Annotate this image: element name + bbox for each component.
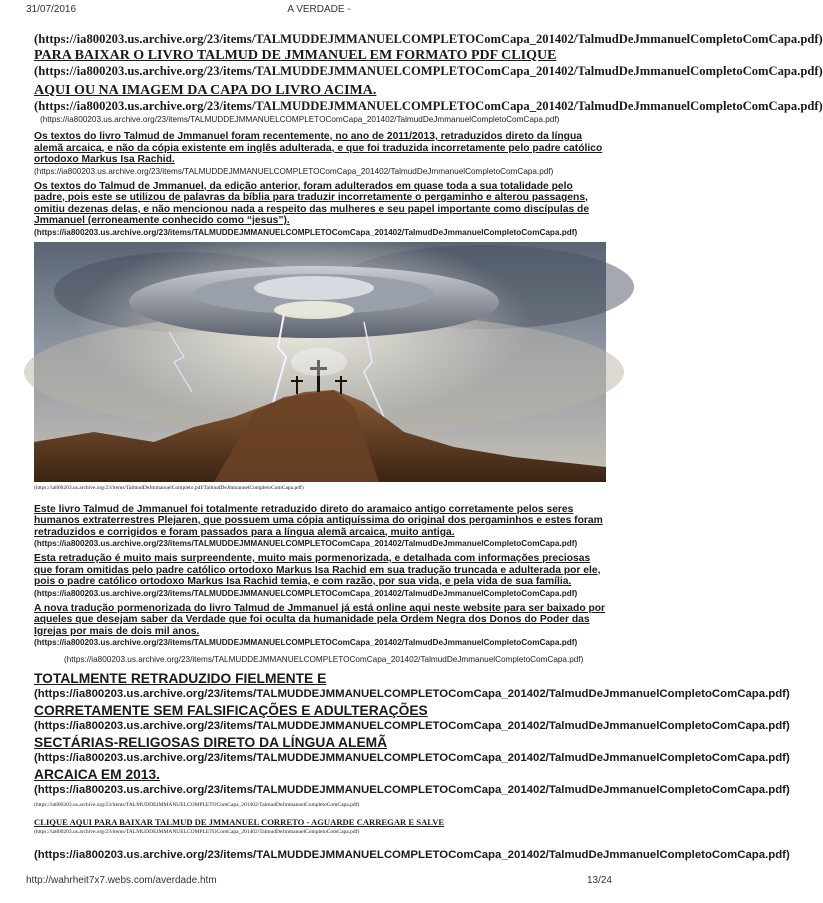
image-caption-link[interactable]: (https://ia800203.us.archive.org/23/items/TalmudDeJmmanuelCompleto.pdf/TalmudDeJmmanuelCompletoComCapa.pdf): [34, 484, 304, 491]
print-title: A VERDADE -: [287, 4, 351, 15]
paragraph-detailed[interactable]: Esta retradução é muito mais surpreendente, muito mais pormenorizada, e detalhada com informações preciosas que foram omitidas pelo padre católico ortodoxo Markus Isa Rachid em sua tradução truncada e adulterada por ele, pois o padre católico ortodoxo Markus Isa Rachid temia, e com razão, por sua vida, e pela vida de sua família.: [34, 553, 601, 587]
heading-download-1[interactable]: PARA BAIXAR O LIVRO TALMUD DE JMMANUEL EM FORMATO PDF CLIQUE: [34, 48, 557, 63]
paragraph-1-url[interactable]: (https://ia800203.us.archive.org/23/items/TALMUDDEJMMANUELCOMPLETOComCapa_201402/TalmudDeJmmanuelCompletoComCapa.pdf): [34, 166, 554, 176]
top-url-link-3[interactable]: (https://ia800203.us.archive.org/23/items/TALMUDDEJMMANUELCOMPLETOComCapa_201402/TalmudDeJmmanuelCompletoComCapa.pdf): [34, 99, 823, 113]
heading-totalmente[interactable]: TOTALMENTE RETRADUZIDO FIELMENTE E: [34, 671, 327, 686]
heading-arcaica[interactable]: ARCAICA EM 2013.: [34, 767, 160, 782]
bottom-url-link-1[interactable]: (https://ia800203.us.archive.org/23/items/TALMUDDEJMMANUELCOMPLETOComCapa_201402/TalmudDeJmmanuelCompletoComCapa.pdf): [34, 688, 790, 700]
ufo-scene-illustration: [34, 242, 606, 482]
paragraph-5-url[interactable]: (https://ia800203.us.archive.org/23/items/TALMUDDEJMMANUELCOMPLETOComCapa_201402/TalmudDeJmmanuelCompletoComCapa.pdf): [34, 638, 578, 647]
heading-corretamente[interactable]: CORRETAMENTE SEM FALSIFICAÇÕES E ADULTERAÇÕES: [34, 703, 428, 718]
paragraph-3-url[interactable]: (https://ia800203.us.archive.org/23/items/TALMUDDEJMMANUELCOMPLETOComCapa_201402/TalmudDeJmmanuelCompletoComCapa.pdf): [34, 539, 578, 548]
last-url-link[interactable]: (https://ia800203.us.archive.org/23/items/TALMUDDEJMMANUELCOMPLETOComCapa_201402/TalmudDeJmmanuelCompletoComCapa.pdf): [34, 849, 790, 861]
page-content: [34, 32, 823, 862]
small-url-link-1[interactable]: (https://ia800203.us.archive.org/23/items/TALMUDDEJMMANUELCOMPLETOComCapa_201402/TalmudDeJmmanuelCompletoComCapa.pdf): [40, 115, 560, 124]
bottom-url-link-4[interactable]: (https://ia800203.us.archive.org/23/items/TALMUDDEJMMANUELCOMPLETOComCapa_201402/TalmudDeJmmanuelCompletoComCapa.pdf): [34, 784, 790, 796]
print-footer: [26, 875, 612, 887]
book-cover-image[interactable]: [34, 242, 606, 482]
top-url-link-2[interactable]: (https://ia800203.us.archive.org/23/items/TALMUDDEJMMANUELCOMPLETOComCapa_201402/TalmudDeJmmanuelCompletoComCapa.pdf): [34, 64, 823, 78]
tiny-url-link-1[interactable]: (https://ia800203.us.archive.org/23/items/TALMUDDEJMMANUELCOMPLETOComCapa_201402/TalmudDeJmmanuelCompletoComCapa.pdf): [34, 802, 360, 808]
heading-download-2[interactable]: AQUI OU NA IMAGEM DA CAPA DO LIVRO ACIMA.: [34, 83, 377, 98]
heading-clique-aqui[interactable]: CLIQUE AQUI PARA BAIXAR TALMUD DE JMMANUEL CORRETO - AGUARDE CARREGAR E SALVE: [34, 817, 445, 827]
page-number: 13/24: [586, 875, 612, 886]
paragraph-2-url[interactable]: (https://ia800203.us.archive.org/23/items/TALMUDDEJMMANUELCOMPLETOComCapa_201402/TalmudDeJmmanuelCompletoComCapa.pdf): [34, 227, 578, 237]
top-url-link-1[interactable]: (https://ia800203.us.archive.org/23/items/TALMUDDEJMMANUELCOMPLETOComCapa_201402/TalmudDeJmmanuelCompletoComCapa.pdf): [34, 32, 823, 46]
footer-url: http://wahrheit7x7.webs.com/averdade.htm: [26, 875, 217, 886]
bottom-url-link-3[interactable]: (https://ia800203.us.archive.org/23/items/TALMUDDEJMMANUELCOMPLETOComCapa_201402/TalmudDeJmmanuelCompletoComCapa.pdf): [34, 752, 790, 764]
bottom-url-link-2[interactable]: (https://ia800203.us.archive.org/23/items/TALMUDDEJMMANUELCOMPLETOComCapa_201402/TalmudDeJmmanuelCompletoComCapa.pdf): [34, 720, 790, 732]
print-header: [26, 4, 612, 16]
heading-sectarias[interactable]: SECTÁRIAS-RELIGOSAS DIRETO DA LÍNGUA ALEMÃ: [34, 735, 388, 750]
small-url-link-2[interactable]: (https://ia800203.us.archive.org/23/items/TALMUDDEJMMANUELCOMPLETOComCapa_201402/TalmudDeJmmanuelCompletoComCapa.pdf): [64, 655, 584, 664]
paragraph-4-url[interactable]: (https://ia800203.us.archive.org/23/items/TALMUDDEJMMANUELCOMPLETOComCapa_201402/TalmudDeJmmanuelCompletoComCapa.pdf): [34, 588, 578, 598]
paragraph-retranslation[interactable]: Os textos do livro Talmud de Jmmanuel foram recentemente, no ano de 2011/2013, retraduzidos direto da língua alemã arcaica, e não da cópia existente em inglês adulterada, e que foi traduzida incorretamente pelo padre católico ortodoxo Markus Isa Rachid.: [34, 131, 603, 165]
paragraph-online[interactable]: A nova tradução pormenorizada do livro Talmud de Jmmanuel já está online aqui neste website para ser baixado por aqueles que desejam saber da Verdade que foi oculta da humanidade pela Ordem Negra dos Donos do Poder das Igrejas por mais de dois mil anos.: [34, 602, 606, 637]
print-date: 31/07/2016: [26, 4, 77, 15]
paragraph-plejaren[interactable]: Este livro Talmud de Jmmanuel foi totalmente retraduzido direto do aramaico antigo corretamente pelos seres humanos extraterrestres Plejaren, que possuem uma cópia antiquíssima do original dos pergaminhos e estes foram retraduzidos e corrigidos e foram passados para a língua alemã arcaica, muito antiga.: [34, 503, 603, 538]
tiny-url-link-2[interactable]: (https://ia800203.us.archive.org/23/items/TALMUDDEJMMANUELCOMPLETOComCapa_201402/TalmudDeJmmanuelCompletoComCapa.pdf): [34, 829, 360, 835]
paragraph-adulteration[interactable]: Os textos do Talmud de Jmmanuel, da edição anterior, foram adulterados em quase toda a sua totalidade pelo padre, pois este se utilizou de palavras da bíblia para traduzir incorretamente o pergaminho e alterou passagens, omitiu dezenas delas, e não mencionou nada a respeito das mulheres e seu papel importante como discípulas de Jmmanuel (erroneamente conhecido como “jesus”).: [34, 180, 590, 226]
ufo-icon: [129, 266, 499, 338]
